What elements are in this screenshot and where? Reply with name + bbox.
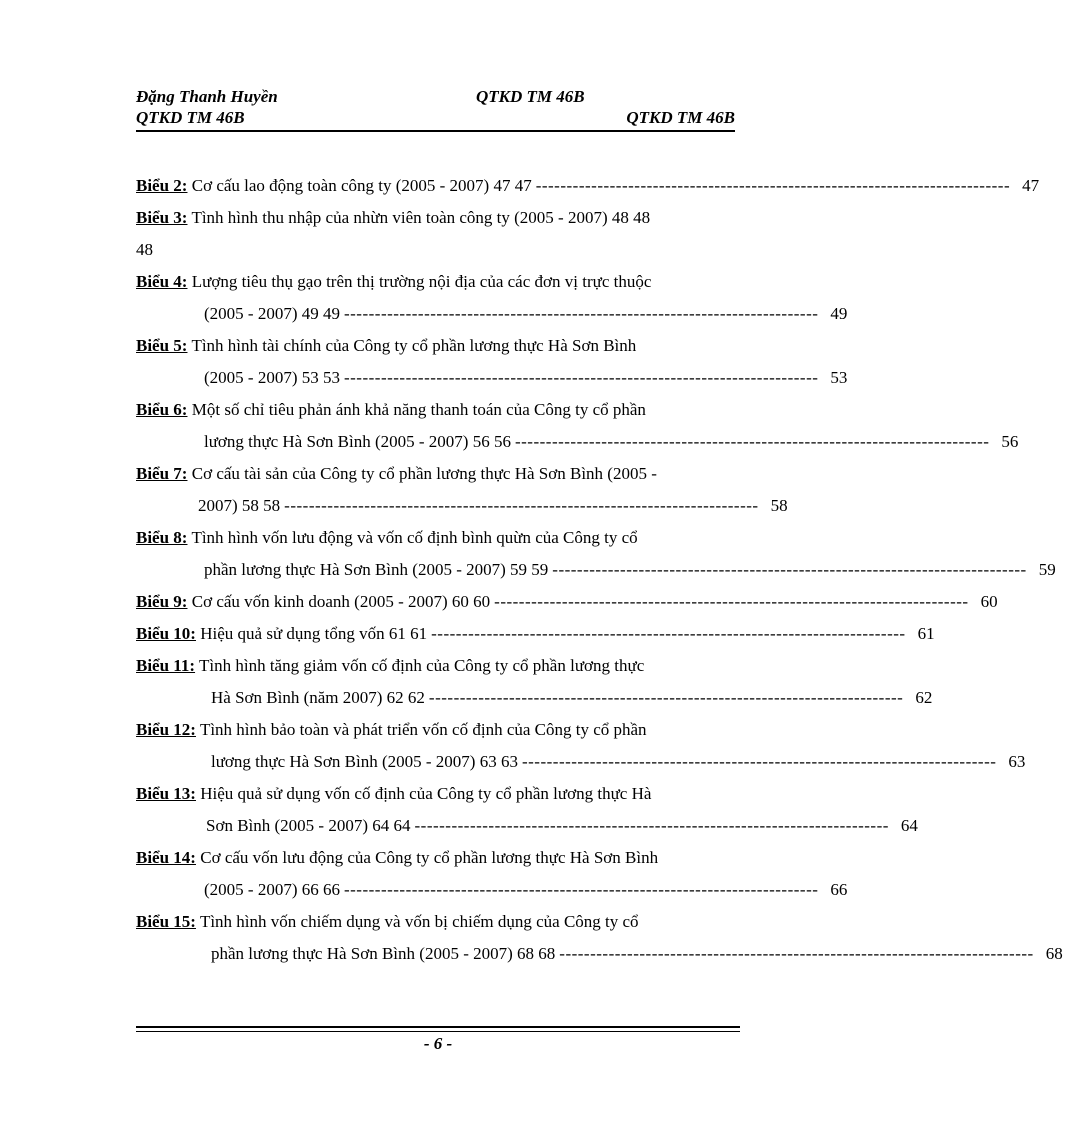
leader-dots: ----------------------------------------------------------------------------- (514, 432, 990, 451)
entry-label: Biểu 5: (136, 336, 188, 355)
leader-dots: ----------------------------------------------------------------------------- (559, 944, 1034, 963)
toc-entry[interactable] (136, 202, 740, 266)
toc-entry[interactable] (136, 522, 1056, 586)
entry-label: Biểu 14: (136, 848, 196, 867)
leader-dots: ----------------------------------------------------------------------------- (521, 752, 997, 771)
entry-page: 62 (915, 688, 933, 707)
entry-title-cont: (2005 - 2007) 53 53 (204, 368, 340, 387)
leader-dots: ----------------------------------------------------------------------------- (552, 560, 1027, 579)
entry-title: Tình hình tăng giảm vốn cố định của Công ty cổ phần lương thực (199, 656, 645, 675)
entry-title: Cơ cấu lao động toàn công ty (2005 - 2007) 47 47 (191, 176, 532, 195)
entry-title-cont: lương thực Hà Sơn Bình (2005 - 2007) 63 63 (211, 752, 518, 771)
leader-dots: ----------------------------------------------------------------------------- (284, 496, 759, 515)
entry-title-cont: Sơn Bình (2005 - 2007) 64 64 (206, 816, 411, 835)
toc-entry[interactable] (136, 330, 848, 394)
entry-page: 56 (1001, 432, 1019, 451)
entry-title: Tình hình vốn lưu động và vốn cố định bình quừn của Công ty cổ (191, 528, 638, 547)
entry-title-cont: lương thực Hà Sơn Bình (2005 - 2007) 56 56 (204, 432, 511, 451)
footer-rule-thick (136, 1026, 740, 1028)
header-class-center: QTKD TM 46B (476, 87, 585, 106)
entry-page: 49 (830, 304, 848, 323)
header-rule (136, 130, 735, 132)
entry-label: Biểu 8: (136, 528, 188, 547)
toc-entry[interactable] (136, 266, 848, 330)
entry-title: Một số chỉ tiêu phản ánh khả năng thanh toán của Công ty cổ phần (191, 400, 646, 419)
entry-label: Biểu 3: (136, 208, 188, 227)
entry-title: Tình hình bảo toàn và phát triển vốn cố định của Công ty cổ phần (199, 720, 647, 739)
entry-label: Biểu 13: (136, 784, 196, 803)
leader-dots: ----------------------------------------------------------------------------- (535, 176, 1011, 195)
footer-rule-thin (136, 1031, 740, 1032)
leader-dots: ----------------------------------------------------------------------------- (343, 304, 819, 323)
leader-dots: ----------------------------------------------------------------------------- (494, 592, 969, 611)
leader-dots: ----------------------------------------------------------------------------- (343, 368, 819, 387)
toc-entry[interactable] (136, 650, 933, 714)
header-class-left: QTKD TM 46B (136, 108, 245, 127)
table-of-figures (136, 170, 1063, 970)
entry-title: Tình hình vốn chiếm dụng và vốn bị chiếm dụng của Công ty cổ (199, 912, 639, 931)
entry-page: 68 (1045, 944, 1063, 963)
entry-label: Biểu 11: (136, 656, 196, 675)
entry-page: 66 (830, 880, 848, 899)
entry-title: Cơ cấu vốn kinh doanh (2005 - 2007) 60 60 (191, 592, 491, 611)
entry-title-cont: Hà Sơn Bình (năm 2007) 62 62 (211, 688, 425, 707)
page-number: - 6 - (423, 1034, 453, 1053)
entry-title-cont: 2007) 58 58 (198, 496, 281, 515)
entry-title: Hiệu quả sử dụng tổng vốn 61 61 (200, 624, 428, 643)
entry-title-cont: phần lương thực Hà Sơn Bình (2005 - 2007) 68 68 (211, 944, 556, 963)
entry-label: Biểu 15: (136, 912, 196, 931)
entry-label: Biểu 7: (136, 464, 188, 483)
leader-dots: ----------------------------------------------------------------------------- (431, 624, 906, 643)
toc-entry[interactable] (136, 842, 848, 906)
header-author: Đặng Thanh Huyền (136, 87, 278, 106)
entry-title-cont: phần lương thực Hà Sơn Bình (2005 - 2007) 59 59 (204, 560, 549, 579)
entry-title-cont: (2005 - 2007) 66 66 (204, 880, 340, 899)
entry-title: Lượng tiêu thụ gạo trên thị trường nội địa của các đơn vị trực thuộc (191, 272, 652, 291)
toc-entry[interactable] (136, 618, 935, 650)
entry-title: Tình hình thu nhập của nhừn viên toàn công ty (2005 - 2007) 48 48 (191, 208, 651, 227)
entry-page: 47 (1022, 176, 1040, 195)
leader-dots: ----------------------------------------------------------------------------- (414, 816, 889, 835)
entry-label: Biểu 12: (136, 720, 196, 739)
entry-page: 60 (980, 592, 998, 611)
entry-page: 53 (830, 368, 848, 387)
toc-entry[interactable] (136, 586, 998, 618)
leader-dots: ----------------------------------------------------------------------------- (428, 688, 904, 707)
entry-label: Biểu 10: (136, 624, 196, 643)
toc-entry[interactable] (136, 170, 1040, 202)
entry-page: 64 (900, 816, 918, 835)
entry-title: Cơ cấu vốn lưu động của Công ty cổ phần lương thực Hà Sơn Bình (200, 848, 659, 867)
toc-entry[interactable] (136, 778, 918, 842)
entry-title-cont: (2005 - 2007) 49 49 (204, 304, 340, 323)
leader-dots: ----------------------------------------------------------------------------- (343, 880, 819, 899)
entry-title: Cơ cấu tài sản của Công ty cổ phần lương thực Hà Sơn Bình (2005 - (191, 464, 657, 483)
entry-page: 63 (1008, 752, 1026, 771)
entry-title: Hiệu quả sử dụng vốn cố định của Công ty cổ phần lương thực Hà (200, 784, 652, 803)
entry-title: Tình hình tài chính của Công ty cổ phần lương thực Hà Sơn Bình (191, 336, 637, 355)
entry-label: Biểu 6: (136, 400, 188, 419)
entry-page: 59 (1038, 560, 1056, 579)
entry-label: Biểu 2: (136, 176, 188, 195)
toc-entry[interactable] (136, 906, 1063, 970)
entry-label: Biểu 9: (136, 592, 188, 611)
entry-page: 61 (917, 624, 935, 643)
entry-title-cont: 48 (136, 240, 153, 259)
toc-entry[interactable] (136, 714, 1026, 778)
header-class-right: QTKD TM 46B (626, 108, 735, 127)
entry-page: 58 (770, 496, 788, 515)
entry-label: Biểu 4: (136, 272, 188, 291)
toc-entry[interactable] (136, 458, 788, 522)
toc-entry[interactable] (136, 394, 1019, 458)
